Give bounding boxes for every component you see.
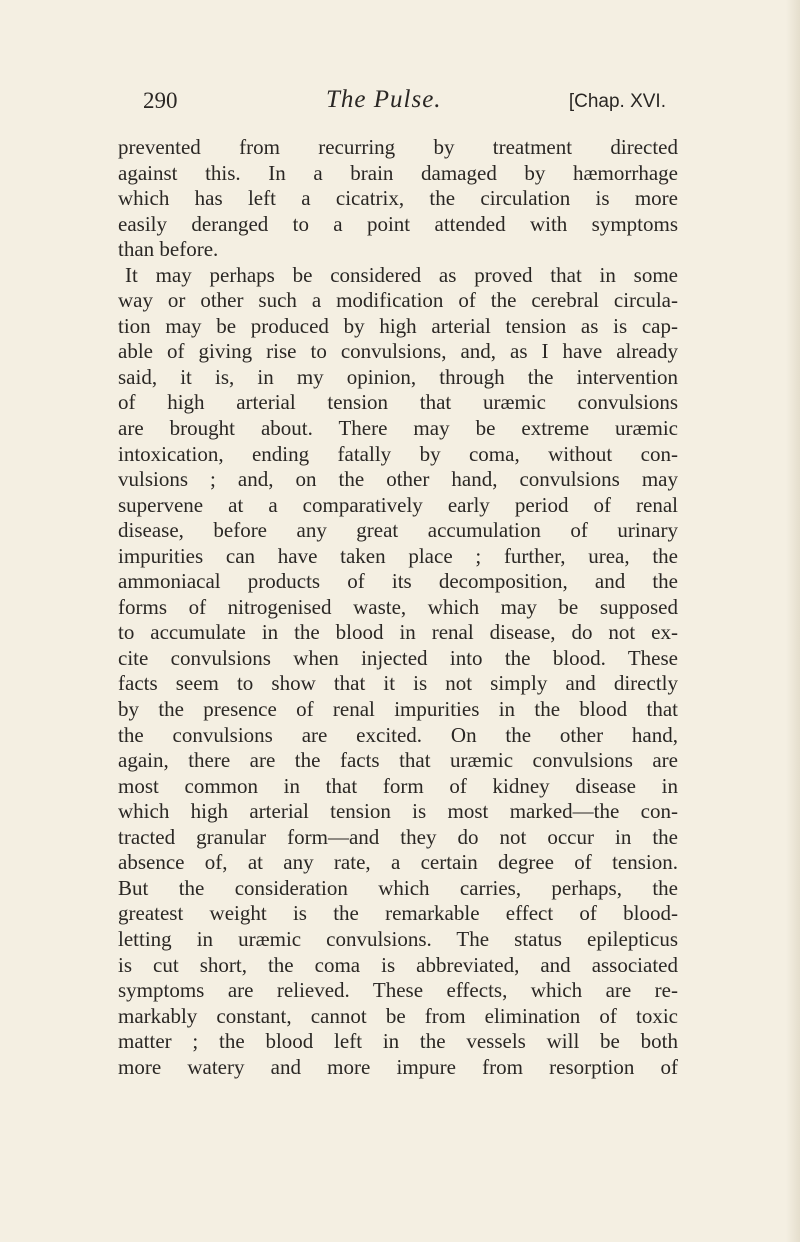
text-line: are brought about. There may be extreme uræmic	[118, 416, 678, 441]
text-line: to accumulate in the blood in renal disease, do not ex-	[118, 620, 678, 645]
text-line: supervene at a comparatively early period of renal	[118, 492, 678, 517]
text-line: most common in that form of kidney disease in	[118, 773, 678, 798]
text-line: intoxication, ending fatally by coma, without con-	[118, 441, 678, 466]
text-line: which high arterial tension is most marked—the con-	[118, 799, 678, 824]
text-line: facts seem to show that it is not simply and directly	[118, 671, 678, 696]
body-text	[118, 135, 678, 1080]
text-line: tracted granular form—and they do not occur in the	[118, 824, 678, 849]
text-line: disease, before any great accumulation of urinary	[118, 518, 678, 543]
text-line: tion may be produced by high arterial tension as is cap-	[118, 313, 678, 338]
text-line: vulsions ; and, on the other hand, convulsions may	[118, 467, 678, 492]
text-line: than before.	[118, 237, 219, 262]
text-line: against this. In a brain damaged by hæmorrhage	[118, 160, 678, 185]
text-line: symptoms are relieved. These effects, which are re-	[118, 978, 678, 1003]
text-line: which has left a cicatrix, the circulation is more	[118, 186, 678, 211]
page-edge-shadow	[786, 0, 800, 1242]
text-line: by the presence of renal impurities in the blood that	[118, 697, 678, 722]
text-line: impurities can have taken place ; further, urea, the	[118, 543, 678, 568]
text-line: greatest weight is the remarkable effect of blood-	[118, 901, 678, 926]
text-line: matter ; the blood left in the vessels will be both	[118, 1029, 678, 1054]
text-line: of high arterial tension that uræmic convulsions	[118, 390, 678, 415]
text-line: prevented from recurring by treatment directed	[118, 135, 678, 159]
chapter-label: [Chap. XVI.	[568, 91, 666, 112]
running-title: The Pulse.	[326, 86, 442, 113]
text-line: forms of nitrogenised waste, which may be supposed	[118, 594, 678, 619]
text-line: easily deranged to a point attended with symptoms	[118, 211, 678, 236]
text-line: markably constant, cannot be from elimination of toxic	[118, 1003, 678, 1028]
text-line: said, it is, in my opinion, through the intervention	[118, 364, 678, 389]
text-line: the convulsions are excited. On the other hand,	[118, 722, 678, 747]
text-line: way or other such a modification of the cerebral circula-	[118, 288, 678, 313]
text-line: It may perhaps be considered as proved that in some	[125, 262, 678, 287]
text-line: cite convulsions when injected into the blood. These	[118, 645, 678, 670]
text-line: again, there are the facts that uræmic convulsions are	[118, 748, 678, 773]
text-line: But the consideration which carries, perhaps, the	[118, 875, 678, 900]
page-number: 290	[143, 88, 178, 113]
page-header	[143, 84, 666, 124]
text-line: is cut short, the coma is abbreviated, and associated	[118, 952, 678, 977]
text-line: more watery and more impure from resorption of	[118, 1054, 678, 1079]
text-line: letting in uræmic convulsions. The status epilepticus	[118, 926, 678, 951]
text-line: ammoniacal products of its decomposition, and the	[118, 569, 678, 594]
text-line: absence of, at any rate, a certain degree of tension.	[118, 850, 678, 875]
text-line: able of giving rise to convulsions, and, as I have already	[118, 339, 678, 364]
